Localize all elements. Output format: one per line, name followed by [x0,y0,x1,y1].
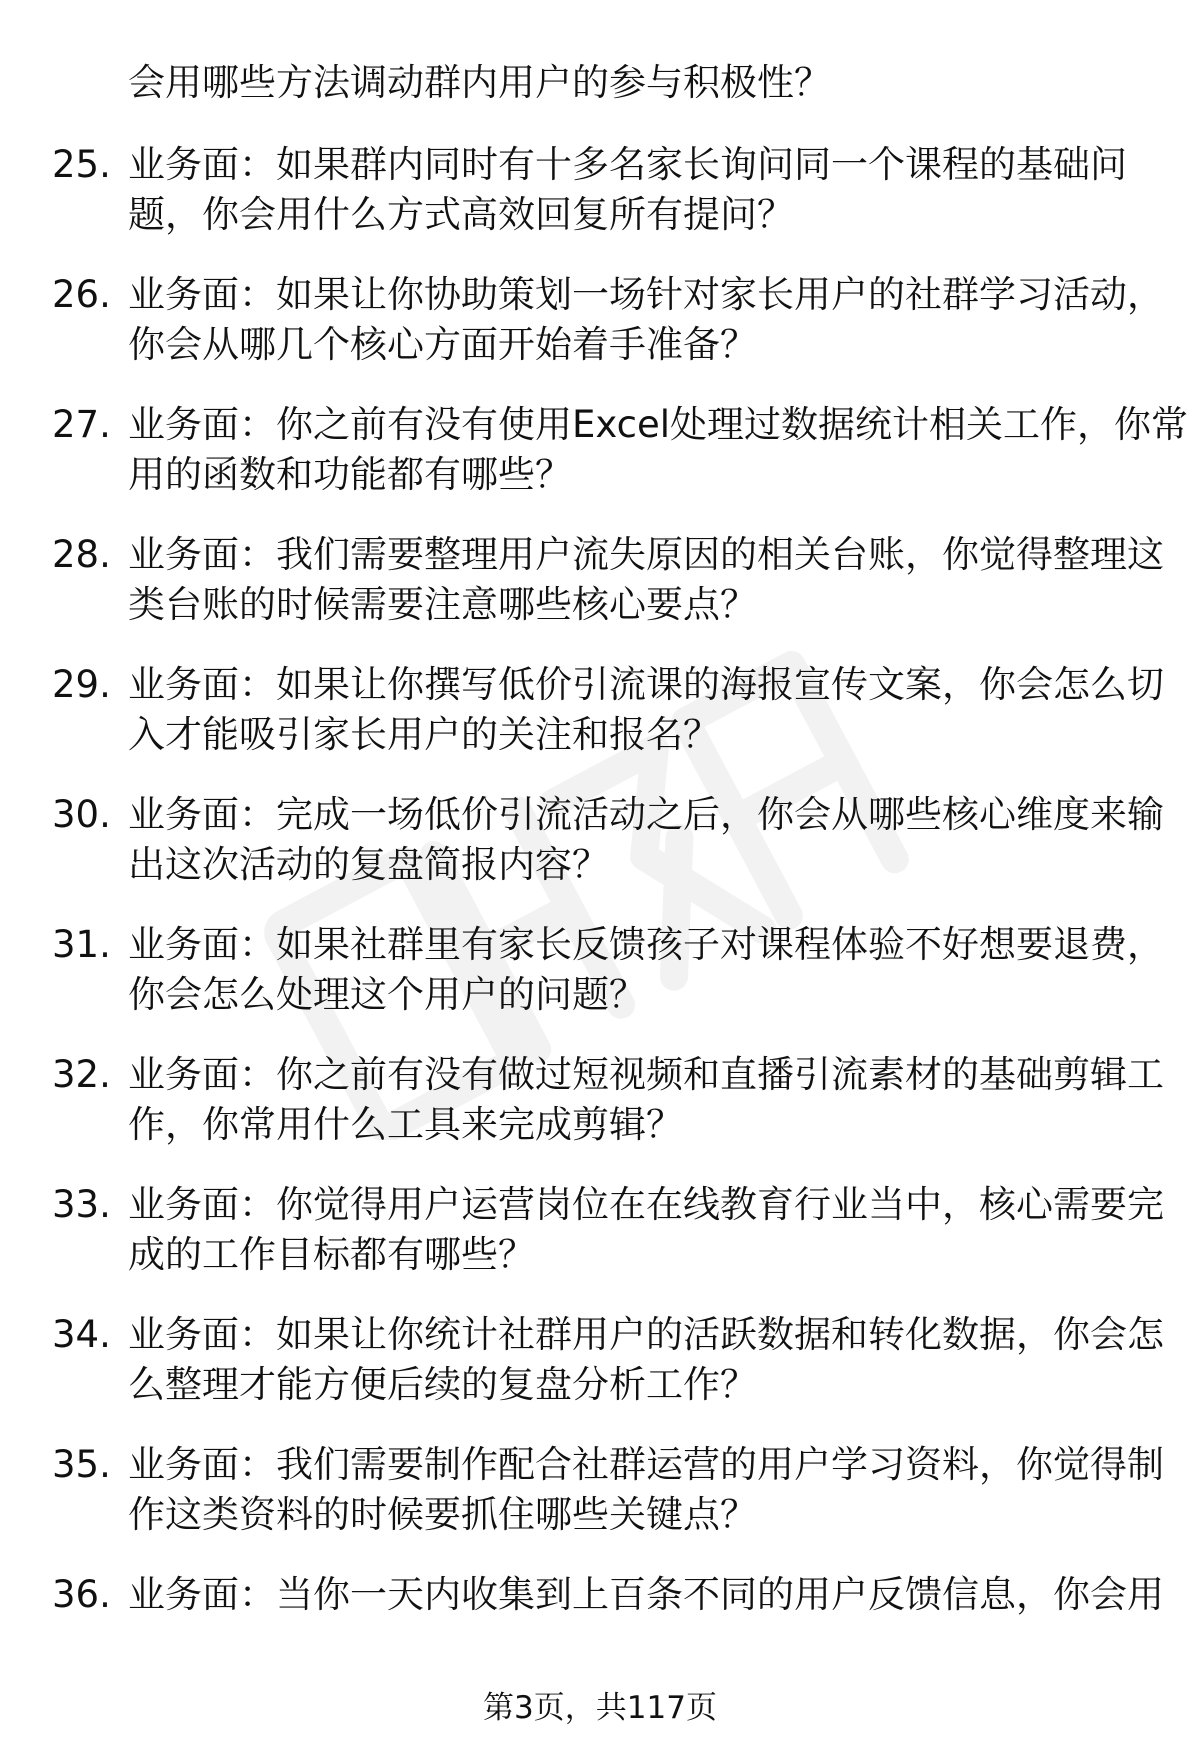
question-text-line: 出这次活动的复盘简报内容？ [128,843,609,886]
question-item [0,1180,1200,1310]
question-number: 27. [52,403,111,446]
question-text-line: 业务面：你之前有没有做过短视频和直播引流素材的基础剪辑工 [128,1053,1164,1096]
question-text-line: 业务面：你觉得用户运营岗位在在线教育行业当中，核心需要完 [128,1183,1164,1226]
question-text-line: 用的函数和功能都有哪些？ [128,453,572,496]
question-text [128,1310,1173,1410]
question-text [128,1570,1173,1620]
question-number: 26. [52,273,111,316]
question-item [0,400,1200,530]
question-item [0,1440,1200,1570]
question-item [0,660,1200,790]
question-text [128,270,1173,370]
question-item [0,790,1200,920]
question-text [128,790,1173,890]
question-text-line: 作这类资料的时候要抓住哪些关键点？ [128,1493,757,1536]
question-number: 33. [52,1183,111,1226]
question-text [128,1440,1173,1540]
question-text [128,140,1173,240]
question-item [0,270,1200,400]
continued-question-text: 会用哪些方法调动群内用户的参与积极性？ [128,61,831,104]
question-text-line: 么整理才能方便后续的复盘分析工作？ [128,1363,757,1406]
question-number: 34. [52,1313,111,1356]
question-text [128,660,1173,760]
question-text [128,1180,1173,1280]
question-text-line: 业务面：如果让你撰写低价引流课的海报宣传文案，你会怎么切 [128,663,1164,706]
question-text-line: 作，你常用什么工具来完成剪辑？ [128,1103,683,1146]
question-text-line: 业务面：如果群内同时有十多名家长询问同一个课程的基础问 [128,143,1127,186]
question-text-line: 题，你会用什么方式高效回复所有提问？ [128,193,794,236]
question-item [0,920,1200,1050]
question-text [128,1050,1173,1150]
question-text-line: 你会怎么处理这个用户的问题？ [128,973,646,1016]
question-number: 31. [52,923,111,966]
question-list [0,140,1200,1700]
question-text [128,400,1189,500]
question-number: 30. [52,793,111,836]
question-item [0,530,1200,660]
question-text-line: 成的工作目标都有哪些？ [128,1233,535,1276]
question-text-line: 业务面：完成一场低价引流活动之后，你会从哪些核心维度来输 [128,793,1164,836]
question-item [0,1570,1200,1700]
question-text [128,920,1173,1020]
question-item [0,1310,1200,1440]
question-text-line: 业务面：我们需要整理用户流失原因的相关台账，你觉得整理这 [128,533,1164,576]
question-text-line: 你会从哪几个核心方面开始着手准备？ [128,323,757,366]
page-footer: 第3页，共117页 [483,1690,717,1726]
question-item [0,1050,1200,1180]
question-text-line: 业务面：我们需要制作配合社群运营的用户学习资料，你觉得制 [128,1443,1164,1486]
question-text-line: 业务面：如果社群里有家长反馈孩子对课程体验不好想要退费， [128,923,1164,966]
question-number: 29. [52,663,111,706]
question-number: 32. [52,1053,111,1096]
question-number: 25. [52,143,111,186]
question-text-line: 业务面：如果让你统计社群用户的活跃数据和转化数据，你会怎 [128,1313,1164,1356]
question-text [128,530,1173,630]
question-text-line: 业务面：你之前有没有使用Excel处理过数据统计相关工作，你常 [128,403,1189,446]
question-text-line: 入才能吸引家长用户的关注和报名？ [128,713,720,756]
question-item [0,140,1200,270]
question-text-line: 类台账的时候需要注意哪些核心要点？ [128,583,757,626]
question-text-line: 业务面：如果让你协助策划一场针对家长用户的社群学习活动， [128,273,1164,316]
question-number: 35. [52,1443,111,1486]
question-number: 36. [52,1573,111,1616]
question-number: 28. [52,533,111,576]
question-text-line: 业务面：当你一天内收集到上百条不同的用户反馈信息，你会用 [128,1573,1164,1616]
